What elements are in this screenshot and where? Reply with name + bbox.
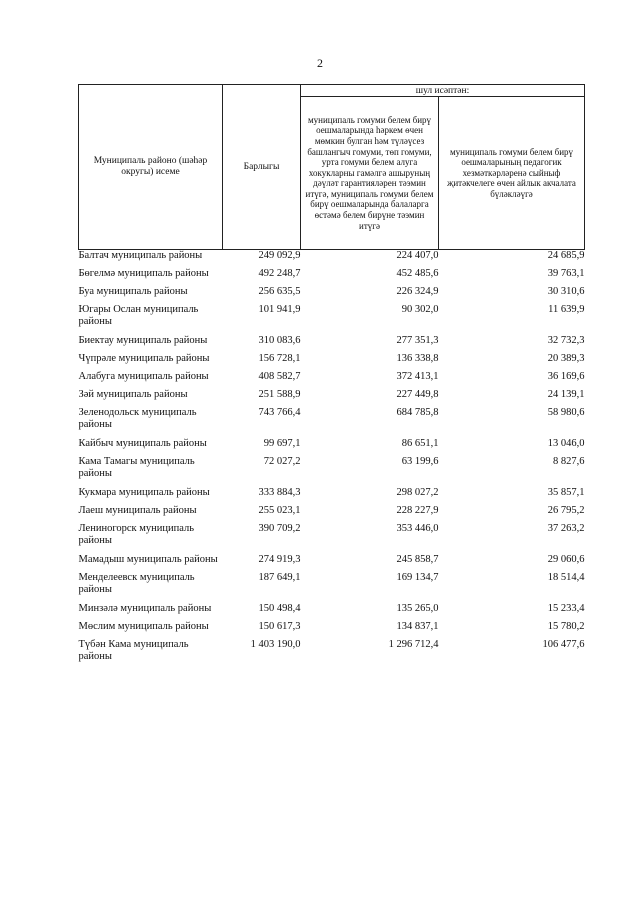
class-teacher-remuneration-cell: 37 263,2 — [547, 523, 585, 534]
class-teacher-remuneration-cell: 35 857,1 — [547, 487, 585, 498]
class-teacher-remuneration-cell: 15 233,4 — [547, 603, 585, 614]
class-teacher-remuneration-cell: 32 732,3 — [547, 335, 585, 346]
state-guarantees-cell: 169 134,7 — [396, 572, 439, 583]
table-row — [79, 250, 585, 269]
state-guarantees-cell: 298 027,2 — [396, 487, 439, 498]
total-cell: 274 919,3 — [258, 554, 301, 565]
table-row — [79, 389, 585, 407]
table-row — [79, 268, 585, 286]
class-teacher-remuneration-cell: 36 169,6 — [547, 371, 585, 382]
total-cell: 150 498,4 — [258, 603, 301, 614]
district-name-cell: Алабуга муниципаль районы — [78, 371, 209, 382]
header-class-teacher-remuneration: муниципаль гомуми белем бирү оешмаларының педагогик хезмәткәрләренә сыйныф җитәкчелеге өчен айлык акчалата бүләкләүгә — [439, 97, 585, 250]
table-row — [79, 572, 585, 603]
table-row — [79, 505, 585, 523]
table-row — [79, 407, 585, 438]
district-name-cell: Минзәлә муниципаль районы — [78, 603, 212, 614]
table-row — [79, 621, 585, 639]
total-cell: 408 582,7 — [258, 371, 301, 382]
table-row — [79, 554, 585, 572]
header-total: Барлыгы — [223, 85, 301, 250]
district-name-cell: Чүпрәле муниципаль районы — [78, 353, 210, 364]
table-row — [79, 639, 585, 670]
total-cell: 156 728,1 — [258, 353, 301, 364]
total-cell: 255 023,1 — [258, 505, 301, 516]
total-cell: 743 766,4 — [258, 407, 301, 418]
table-row — [79, 304, 585, 335]
state-guarantees-cell: 136 338,8 — [396, 353, 439, 364]
total-cell: 251 588,9 — [258, 389, 301, 400]
state-guarantees-cell: 1 296 712,4 — [388, 639, 439, 650]
total-cell: 256 635,5 — [258, 286, 301, 297]
table-row — [79, 371, 585, 389]
total-cell: 1 403 190,0 — [250, 639, 301, 650]
class-teacher-remuneration-cell: 58 980,6 — [547, 407, 585, 418]
state-guarantees-cell: 684 785,8 — [396, 407, 439, 418]
total-cell: 333 884,3 — [258, 487, 301, 498]
district-name-cell: Менделеевск муниципаль районы — [78, 572, 195, 595]
total-cell: 390 709,2 — [258, 523, 301, 534]
district-name-cell: Югары Ослан муниципаль районы — [78, 304, 199, 327]
state-guarantees-cell: 224 407,0 — [396, 250, 439, 261]
class-teacher-remuneration-cell: 39 763,1 — [547, 268, 585, 279]
class-teacher-remuneration-cell: 24 685,9 — [547, 250, 585, 261]
class-teacher-remuneration-cell: 106 477,6 — [542, 639, 585, 650]
state-guarantees-cell: 90 302,0 — [401, 304, 439, 315]
state-guarantees-cell: 277 351,3 — [396, 335, 439, 346]
table-row — [79, 353, 585, 371]
class-teacher-remuneration-cell: 29 060,6 — [547, 554, 585, 565]
class-teacher-remuneration-cell: 20 389,3 — [547, 353, 585, 364]
total-cell: 492 248,7 — [258, 268, 301, 279]
table-row — [79, 335, 585, 353]
state-guarantees-cell: 63 199,6 — [401, 456, 439, 467]
district-name-cell: Зәй муниципаль районы — [78, 389, 188, 400]
district-name-cell: Кайбыч муниципаль районы — [78, 438, 207, 449]
state-guarantees-cell: 227 449,8 — [396, 389, 439, 400]
class-teacher-remuneration-cell: 13 046,0 — [547, 438, 585, 449]
district-name-cell: Лаеш муниципаль районы — [78, 505, 197, 516]
state-guarantees-cell: 135 265,0 — [396, 603, 439, 614]
total-cell: 150 617,3 — [258, 621, 301, 632]
district-name-cell: Балтач муниципаль районы — [78, 250, 203, 261]
class-teacher-remuneration-cell: 30 310,6 — [547, 286, 585, 297]
total-cell: 72 027,2 — [263, 456, 301, 467]
district-name-cell: Кукмара муниципаль районы — [78, 487, 210, 498]
district-name-cell: Зеленодольск муниципаль районы — [78, 407, 197, 430]
district-name-cell: Түбән Кама муниципаль районы — [78, 639, 189, 662]
class-teacher-remuneration-cell: 26 795,2 — [547, 505, 585, 516]
class-teacher-remuneration-cell: 18 514,4 — [547, 572, 585, 583]
district-name-cell: Бөгелмә муниципаль районы — [78, 268, 209, 279]
district-name-cell: Кама Тамагы муниципаль районы — [78, 456, 195, 479]
table-body — [79, 250, 585, 671]
state-guarantees-cell: 86 651,1 — [401, 438, 439, 449]
district-name-cell: Лениногорск муниципаль районы — [78, 523, 195, 546]
header-district-name: Муниципаль районо (шәһәр округы) исеме — [79, 85, 223, 250]
total-cell: 101 941,9 — [258, 304, 301, 315]
header-state-guarantees: муниципаль гомуми белем бирү оешмаларында һәркем өчен мөмкин булган һәм түләүсез башлангыч гомуми, төп гомуми, урта гомуми белем алуга хокукларны гамәлгә ашыруның дәүләт гарантияләрен тәэмин итүгә, муниципаль гомуми белем бирү оешмаларында балаларга өстәмә белем бирүне тәэмин итүгә — [301, 97, 439, 250]
table-row — [79, 456, 585, 487]
state-guarantees-cell: 372 413,1 — [396, 371, 439, 382]
district-name-cell: Биектау муниципаль районы — [78, 335, 208, 346]
budget-table-container — [78, 84, 584, 670]
header-including-group: шул исәптән: — [301, 85, 585, 97]
table-row — [79, 603, 585, 621]
state-guarantees-cell: 228 227,9 — [396, 505, 439, 516]
page-number: 2 — [317, 56, 323, 70]
budget-table — [78, 84, 585, 670]
class-teacher-remuneration-cell: 24 139,1 — [547, 389, 585, 400]
total-cell: 187 649,1 — [258, 572, 301, 583]
class-teacher-remuneration-cell: 15 780,2 — [547, 621, 585, 632]
class-teacher-remuneration-cell: 11 639,9 — [548, 304, 585, 315]
state-guarantees-cell: 245 858,7 — [396, 554, 439, 565]
total-cell: 310 083,6 — [258, 335, 301, 346]
table-row — [79, 487, 585, 505]
district-name-cell: Буа муниципаль районы — [78, 286, 188, 297]
district-name-cell: Мамадыш муниципаль районы — [78, 554, 218, 565]
total-cell: 99 697,1 — [263, 438, 301, 449]
state-guarantees-cell: 226 324,9 — [396, 286, 439, 297]
total-cell: 249 092,9 — [258, 250, 301, 261]
table-row — [79, 438, 585, 456]
state-guarantees-cell: 134 837,1 — [396, 621, 439, 632]
state-guarantees-cell: 353 446,0 — [396, 523, 439, 534]
table-header — [79, 85, 585, 250]
district-name-cell: Мөслим муниципаль районы — [78, 621, 209, 632]
table-row — [79, 523, 585, 554]
state-guarantees-cell: 452 485,6 — [396, 268, 439, 279]
class-teacher-remuneration-cell: 8 827,6 — [553, 456, 585, 467]
table-row — [79, 286, 585, 304]
